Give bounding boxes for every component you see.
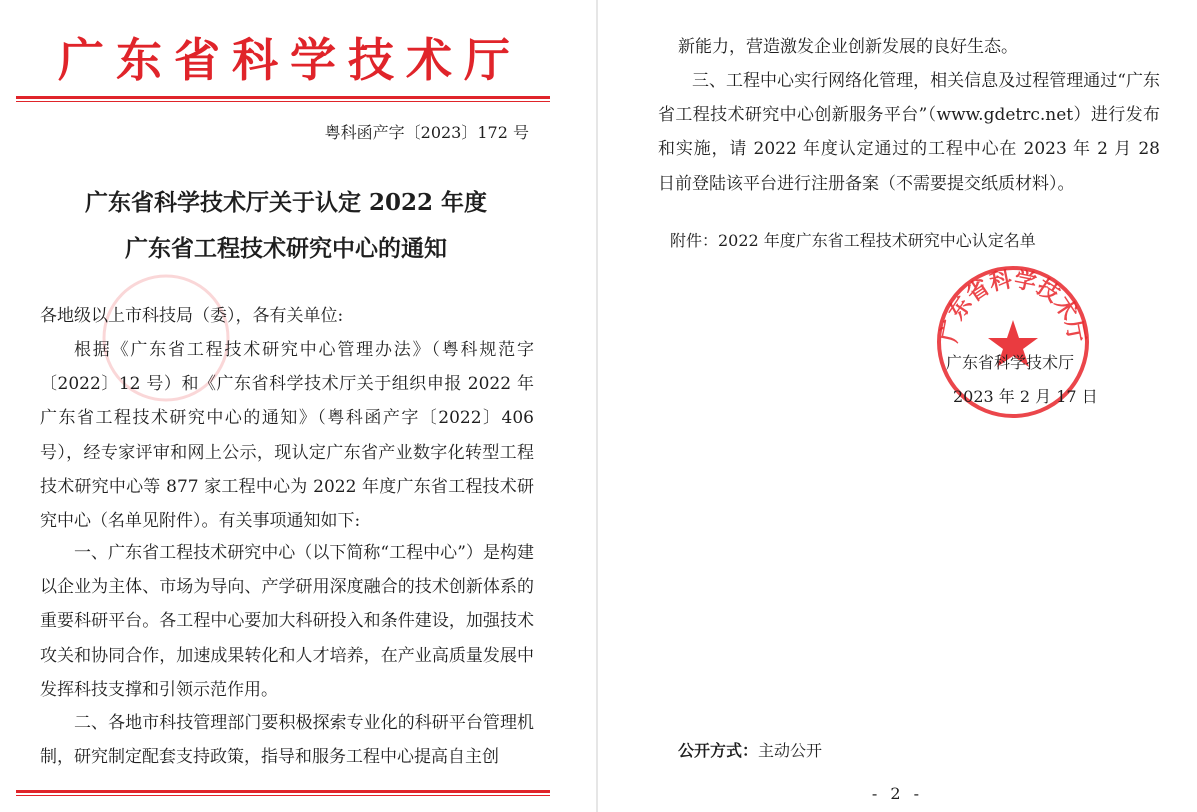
attachment-line: 附件：2022 年度广东省工程技术研究中心认定名单	[670, 231, 1036, 250]
letterhead-rule-bottom	[16, 101, 550, 102]
left-page	[0, 0, 597, 812]
disclosure-value: 主动公开	[758, 741, 823, 760]
bleed-through-text	[60, 110, 77, 135]
page-number: - 2 -	[871, 784, 924, 803]
paragraph-intro: 根据《广东省工程技术研究中心管理办法》（粤科规范字〔2022〕12 号）和《广东省科学技术厅关于组织申报 2022 年广东省工程技术研究中心的通知》（粤科函产字〔2022〕406 号），经专家评审和网上公示，现认定广东省产业数字化转型工程技术研究中心等 877 家工程中心为 2022 年度广东省工程技术研究中心（名单见附件）。有关事项通知如下:	[40, 340, 534, 532]
svg-text:广东省科学技术厅: 广东省科学技术厅	[936, 266, 1090, 345]
letterhead-title: 广东省科学技术厅	[58, 33, 522, 87]
issue-date: 2023 年 2 月 17 日	[953, 387, 1098, 406]
paragraph-item-3: 三、工程中心实行网络化管理，相关信息及过程管理通过“广东省工程技术研究中心创新服务平台”（www.gdetrc.net）进行发布和实施，请 2022 年度认定通过的工程中心在 2023 年 2 月 28 日前登陆该平台进行注册备案（不需要提交纸质材料）。	[658, 71, 1160, 194]
continuation-text: 新能力，营造激发企业创新发展的良好生态。	[678, 37, 1018, 57]
right-page	[598, 0, 1197, 812]
footer-rule-top	[16, 790, 550, 793]
disclosure-label: 公开方式：	[678, 741, 759, 760]
document-number: 粤科函产字〔2023〕172 号	[324, 123, 529, 142]
paragraph-item-2: 二、各地市科技管理部门要积极探索专业化的科研平台管理机制，研究制定配套支持政策，指导和服务工程中心提高自主创	[40, 713, 534, 768]
issuer-name: 广东省科学技术厅	[946, 353, 1075, 372]
disclosure-line	[678, 738, 822, 761]
document-title-line1: 广东省科学技术厅关于认定 2022 年度	[84, 189, 488, 216]
document-title-line2: 广东省工程技术研究中心的通知	[125, 235, 447, 262]
footer-rule-bottom	[16, 795, 550, 796]
salutation: 各地级以上市科技局（委），各有关单位:	[40, 306, 344, 326]
paragraph-item-1: 一、广东省工程技术研究中心（以下简称“工程中心”）是构建以企业为主体、市场为导向、产学研用深度融合的技术创新体系的重要科研平台。各工程中心要加大科研投入和条件建设，加强技术攻关和协同合作，加速成果转化和人才培养，在产业高质量发展中发挥科技支撑和引领示范作用。	[40, 543, 534, 700]
letterhead-rule-top	[16, 96, 550, 99]
